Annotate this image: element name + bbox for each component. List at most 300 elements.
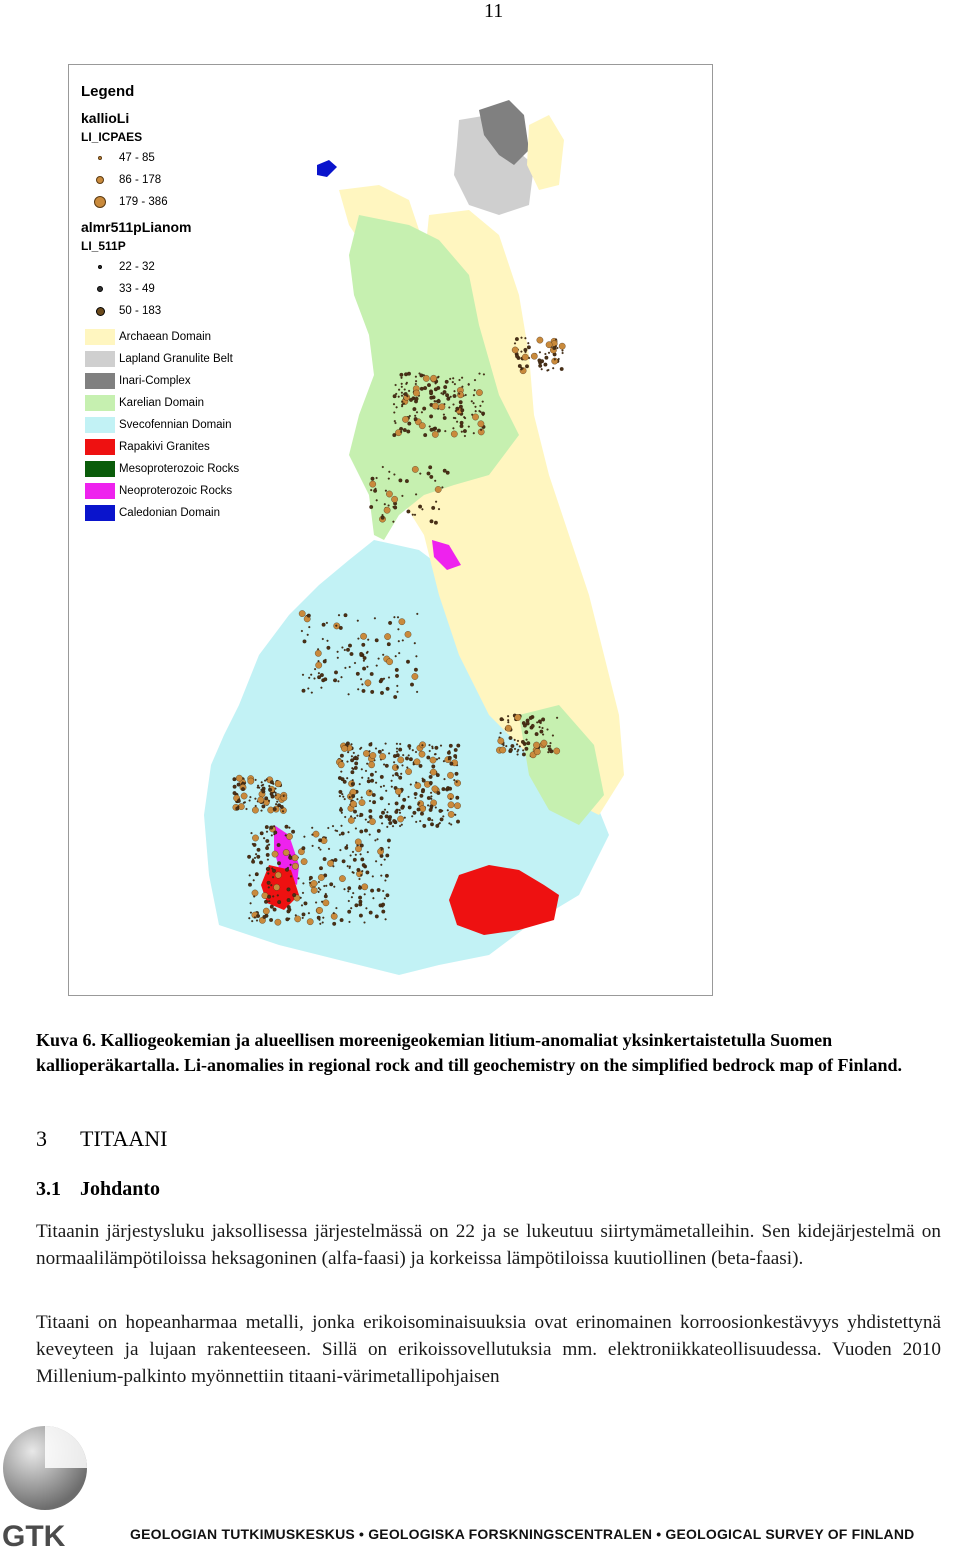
sample-point	[261, 810, 263, 812]
sample-point	[562, 352, 564, 354]
sample-point	[397, 691, 399, 693]
sample-point	[244, 782, 246, 784]
sample-point	[427, 472, 431, 476]
sample-point	[448, 811, 454, 817]
sample-point	[362, 884, 368, 890]
sample-point	[396, 685, 398, 687]
sample-point	[482, 401, 484, 403]
sample-point	[263, 915, 267, 919]
sample-point	[388, 847, 390, 849]
sample-point	[396, 743, 398, 745]
sample-point	[369, 818, 375, 824]
sample-point	[233, 785, 237, 789]
sample-point	[360, 678, 362, 680]
sample-point	[359, 885, 361, 887]
sample-point	[416, 411, 418, 413]
sample-point	[357, 755, 359, 757]
sample-point	[347, 890, 349, 892]
sample-point	[269, 826, 273, 830]
sample-point	[401, 806, 405, 810]
sample-point	[454, 390, 456, 392]
sample-point	[349, 921, 351, 923]
sample-point	[341, 812, 343, 814]
sample-point	[500, 747, 506, 753]
sample-point	[456, 781, 458, 783]
sample-point	[515, 337, 519, 341]
sample-point	[437, 429, 441, 433]
sample-point	[414, 417, 418, 421]
sample-point	[406, 382, 408, 384]
sample-point	[524, 348, 528, 352]
sample-point	[257, 785, 259, 787]
sample-point	[386, 894, 390, 898]
sample-point	[541, 718, 545, 722]
sample-point	[443, 390, 447, 394]
sample-point	[409, 757, 413, 761]
sample-point	[369, 505, 373, 509]
sample-point	[377, 838, 379, 840]
sample-point	[399, 809, 401, 811]
sample-point	[351, 770, 355, 774]
sample-point	[445, 393, 449, 397]
sample-point	[402, 495, 404, 497]
sample-point	[308, 677, 310, 679]
sample-point	[416, 691, 418, 693]
sample-point	[395, 802, 399, 806]
sample-point	[402, 754, 404, 756]
sample-point	[395, 674, 399, 678]
sample-point	[471, 400, 473, 402]
sample-point	[443, 385, 447, 389]
sample-point	[360, 853, 362, 855]
sample-point	[254, 857, 256, 859]
section-number: 3	[36, 1126, 47, 1151]
sample-point	[420, 812, 424, 816]
sample-point	[309, 876, 313, 880]
sample-point	[435, 400, 437, 402]
sample-point	[375, 771, 377, 773]
sample-point	[320, 849, 322, 851]
sample-point	[246, 808, 248, 810]
sample-point	[253, 879, 255, 881]
sample-point	[378, 658, 380, 660]
sample-point	[350, 816, 352, 818]
legend-field-rock: LI_ICPAES	[81, 130, 143, 144]
sample-point	[456, 407, 460, 411]
sample-point	[392, 825, 394, 827]
sample-point	[396, 748, 398, 750]
sample-point	[517, 754, 519, 756]
sample-point	[257, 855, 261, 859]
sample-point	[392, 775, 394, 777]
sample-point	[430, 375, 436, 381]
sample-point	[397, 775, 399, 777]
sample-point	[378, 750, 382, 754]
sample-point	[517, 749, 519, 751]
sample-point	[277, 900, 281, 904]
sample-point	[413, 407, 417, 411]
legend-swatch	[85, 417, 115, 433]
legend-domain-label: Neoproterozoic Rocks	[119, 485, 233, 497]
sample-point	[322, 917, 324, 919]
sample-point	[410, 683, 414, 687]
sample-point	[359, 878, 361, 880]
sample-point	[268, 900, 270, 902]
sample-point	[419, 751, 425, 757]
sample-point	[521, 337, 523, 339]
sample-point	[460, 424, 464, 428]
sample-point	[266, 839, 270, 843]
sample-point	[385, 918, 387, 920]
sample-point	[395, 384, 397, 386]
sample-point	[393, 506, 397, 510]
sample-point	[351, 743, 353, 745]
sample-point	[282, 810, 284, 812]
sample-point	[416, 655, 418, 657]
sample-point	[303, 883, 305, 885]
sample-point	[347, 761, 349, 763]
sample-point	[384, 633, 390, 639]
sample-point	[421, 411, 423, 413]
sample-point	[275, 919, 281, 925]
sample-point	[348, 831, 350, 833]
legend-swatch	[85, 483, 115, 499]
sample-point	[375, 748, 377, 750]
sample-point	[522, 354, 528, 360]
sample-point	[357, 798, 359, 800]
sample-point	[386, 826, 388, 828]
sample-point	[460, 421, 464, 425]
sample-point	[262, 892, 268, 898]
sample-point	[261, 781, 263, 783]
sample-point	[408, 390, 410, 392]
sample-point	[259, 861, 263, 865]
sample-point	[400, 773, 402, 775]
sample-point	[255, 853, 257, 855]
sample-point	[283, 795, 285, 797]
sample-point	[295, 916, 301, 922]
sample-point	[455, 410, 457, 412]
sample-point	[345, 667, 347, 669]
sample-point	[398, 640, 400, 642]
sample-point	[383, 764, 385, 766]
legend-domain-label: Archaean Domain	[119, 331, 212, 343]
sample-point	[348, 644, 352, 648]
sample-point	[322, 638, 324, 640]
sample-point	[298, 878, 300, 880]
sample-point	[362, 643, 366, 647]
sample-point	[365, 770, 367, 772]
sample-point	[344, 816, 346, 818]
sample-point	[544, 363, 548, 367]
sample-point	[522, 753, 526, 757]
sample-point	[443, 414, 445, 416]
sample-point	[289, 854, 291, 856]
sample-point	[419, 806, 425, 812]
sample-point	[233, 791, 237, 795]
sample-point	[365, 819, 367, 821]
sample-point	[314, 678, 316, 680]
sample-point	[353, 872, 355, 874]
sample-point	[421, 790, 425, 794]
sample-point	[258, 787, 260, 789]
sample-point	[233, 777, 237, 781]
sample-point	[368, 762, 374, 768]
sample-point	[267, 881, 271, 885]
sample-point	[367, 851, 369, 853]
sample-point	[335, 830, 337, 832]
sample-point	[355, 828, 357, 830]
sample-point	[408, 422, 412, 426]
sample-point	[316, 907, 322, 913]
sample-point	[338, 777, 340, 779]
sample-point	[302, 913, 306, 917]
sample-point	[514, 748, 516, 750]
sample-point	[354, 662, 356, 664]
sample-point	[538, 720, 542, 724]
sample-point	[419, 373, 421, 375]
sample-point	[256, 920, 258, 922]
sample-point	[509, 736, 513, 740]
sample-point	[414, 792, 418, 796]
sample-point	[396, 753, 400, 757]
sample-point	[275, 781, 281, 787]
sample-point	[427, 756, 431, 760]
sample-point	[347, 751, 349, 753]
sample-point	[443, 416, 447, 420]
sample-point	[369, 790, 371, 792]
sample-point	[394, 474, 396, 476]
sample-point	[384, 507, 390, 513]
sample-point	[375, 860, 377, 862]
sample-point	[334, 671, 338, 675]
sample-point	[285, 835, 287, 837]
sample-point	[327, 827, 329, 829]
sample-point	[339, 834, 341, 836]
sample-point	[394, 420, 396, 422]
sample-point	[315, 650, 321, 656]
sample-point	[339, 875, 345, 881]
sample-point	[541, 368, 543, 370]
sample-point	[386, 491, 392, 497]
sample-point	[353, 810, 357, 814]
sample-point	[348, 693, 350, 695]
figure-caption: Kuva 6. Kalliogeokemian ja alueellisen moreenigeokemian litium-anomaliat yksinkertaistetulla Suomen kallioperäkartalla. Li-anomalies in regional rock and till geochemistry on the simplified bedrock map of Finland.	[36, 1030, 903, 1075]
sample-point	[385, 874, 389, 878]
sample-point	[463, 416, 465, 418]
sample-point	[480, 405, 482, 407]
sample-point	[431, 824, 433, 826]
sample-point	[399, 619, 405, 625]
sample-point	[339, 626, 343, 630]
sample-point	[539, 351, 541, 353]
sample-point	[527, 741, 531, 745]
sample-point	[307, 919, 313, 925]
sample-point	[268, 788, 272, 792]
sample-point	[436, 824, 440, 828]
sample-point	[360, 874, 362, 876]
sample-point	[350, 855, 352, 857]
sample-point	[355, 854, 357, 856]
sample-point	[542, 727, 544, 729]
footer-text: GEOLOGIAN TUTKIMUSKESKUS • GEOLOGISKA FORSKNINGSCENTRALEN • GEOLOGICAL SURVEY OF FINLAND	[130, 1526, 915, 1542]
sample-point	[339, 808, 343, 812]
sample-point	[414, 642, 416, 644]
sample-point	[352, 779, 354, 781]
sample-point	[393, 433, 397, 437]
sample-point	[372, 876, 374, 878]
sample-point	[452, 381, 454, 383]
sample-point	[412, 514, 414, 516]
sample-point	[388, 505, 390, 507]
sample-point	[360, 633, 366, 639]
sample-point	[415, 797, 417, 799]
sample-point	[398, 389, 400, 391]
sample-point	[518, 364, 522, 368]
sample-point	[423, 374, 425, 376]
sample-point	[461, 431, 463, 433]
sample-point	[332, 922, 336, 926]
sample-point	[318, 891, 320, 893]
sample-point	[327, 640, 329, 642]
sample-point	[252, 835, 258, 841]
sample-point	[289, 827, 291, 829]
sample-point	[478, 421, 484, 427]
sample-point	[422, 407, 426, 411]
sample-point	[437, 377, 439, 379]
sample-point	[388, 817, 392, 821]
sample-point	[372, 793, 376, 797]
sample-point	[317, 916, 321, 920]
sample-point	[268, 785, 270, 787]
sample-point	[275, 794, 277, 796]
sample-point	[357, 688, 359, 690]
sample-point	[385, 815, 389, 819]
sample-point	[555, 339, 557, 341]
sample-point	[417, 808, 421, 812]
caledonian-domain-area	[317, 160, 337, 177]
legend-class-label: 22 - 32	[119, 261, 155, 273]
sample-point	[507, 721, 509, 723]
sample-point	[295, 914, 297, 916]
sample-point	[354, 766, 358, 770]
sample-point	[359, 815, 361, 817]
sample-point	[267, 859, 269, 861]
sample-point	[261, 785, 263, 787]
sample-point	[453, 394, 457, 398]
sample-point	[355, 904, 359, 908]
sample-point	[411, 815, 413, 817]
sample-point	[538, 359, 542, 363]
sample-point	[337, 651, 339, 653]
sample-point	[439, 404, 445, 410]
sample-point	[415, 782, 421, 788]
sample-point	[381, 849, 383, 851]
sample-point	[553, 346, 557, 350]
sample-point	[375, 782, 377, 784]
sample-point	[522, 368, 524, 370]
sample-point	[401, 404, 403, 406]
sample-point	[435, 746, 439, 750]
sample-point	[386, 659, 392, 665]
legend-class-label: 33 - 49	[119, 283, 155, 295]
sample-point	[322, 922, 324, 924]
sample-point	[314, 668, 316, 670]
sample-point	[353, 752, 355, 754]
sample-point	[258, 797, 264, 803]
sample-point	[290, 864, 292, 866]
sample-point	[405, 479, 409, 483]
sample-point	[546, 342, 552, 348]
sample-point	[515, 355, 519, 359]
map-figure	[68, 64, 713, 996]
sample-point	[399, 812, 401, 814]
sample-point	[353, 858, 357, 862]
paragraph: Titaani on hopeanharmaa metalli, jonka erikoisominaisuuksia ovat erinomainen korroosionkestävyys yhdistettynä keveyteen ja lujaan rakenteeseen. Sillä on erikoissovellutuksia mm. elektroniikkateollisuudessa. Vuoden 2010 Millenium-palkinto myönnettiin titaani-värimetallipohjaisen	[36, 1312, 941, 1387]
sample-point	[525, 337, 527, 339]
sample-point	[407, 395, 409, 397]
sample-point	[302, 917, 304, 919]
sample-point	[395, 422, 397, 424]
sample-point	[548, 369, 550, 371]
sample-point	[454, 780, 460, 786]
sample-point	[336, 907, 338, 909]
sample-point	[318, 881, 320, 883]
sample-point	[311, 887, 317, 893]
sample-point	[252, 890, 258, 896]
sample-point	[237, 806, 239, 808]
sample-point	[407, 510, 411, 514]
sample-point	[316, 662, 322, 668]
sample-point	[369, 815, 373, 819]
sample-point	[350, 801, 356, 807]
sample-point	[270, 780, 274, 784]
sample-point	[319, 866, 323, 870]
sample-point	[380, 691, 384, 695]
sample-point	[351, 755, 353, 757]
sample-point	[405, 631, 411, 637]
sample-point	[444, 430, 446, 432]
sample-point	[414, 514, 416, 516]
sample-point	[376, 665, 378, 667]
sample-point	[351, 782, 355, 786]
sample-point	[442, 487, 444, 489]
sample-point	[388, 478, 390, 480]
sample-point	[386, 854, 390, 858]
sample-point	[375, 639, 379, 643]
sample-point	[247, 855, 251, 859]
sample-point	[393, 412, 395, 414]
sample-point	[437, 400, 441, 404]
sample-point	[349, 867, 351, 869]
sample-point	[402, 798, 406, 802]
sample-point	[556, 717, 558, 719]
sample-point	[269, 918, 273, 922]
sample-point	[389, 821, 393, 825]
sample-point	[273, 825, 275, 827]
sample-point	[459, 379, 461, 381]
sample-point	[430, 769, 436, 775]
sample-point	[388, 677, 390, 679]
sample-point	[301, 905, 303, 907]
sample-point	[407, 662, 409, 664]
sample-point	[271, 835, 273, 837]
sample-point	[333, 679, 337, 683]
sample-point	[370, 742, 372, 744]
sample-point	[268, 800, 270, 802]
sample-point	[542, 734, 544, 736]
sample-point	[398, 748, 402, 752]
